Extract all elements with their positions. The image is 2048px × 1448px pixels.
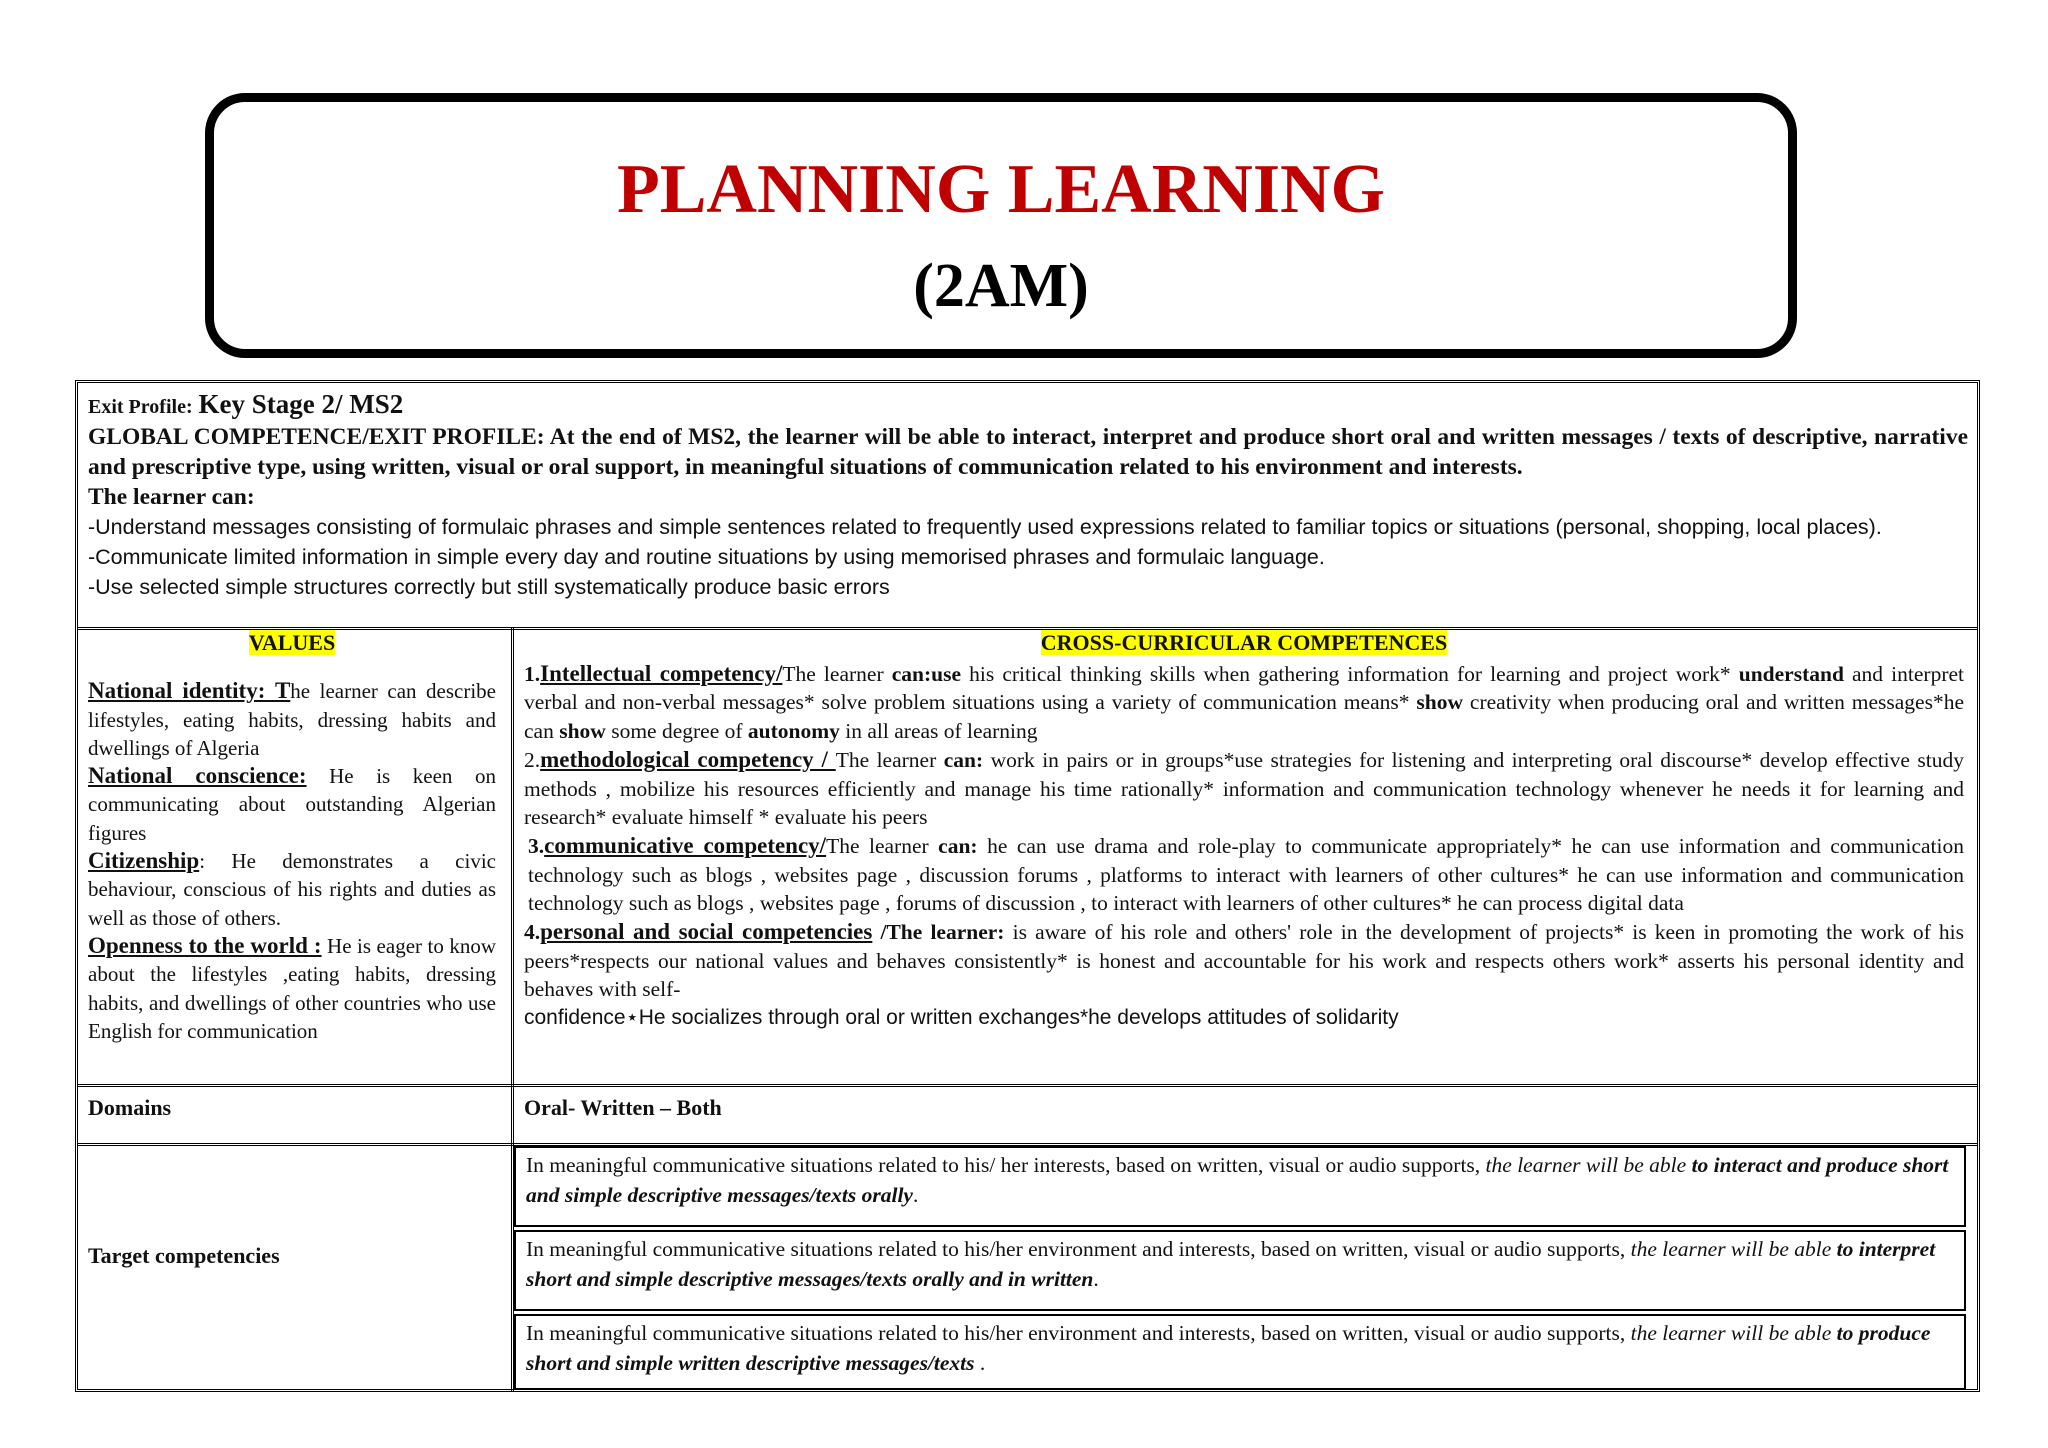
target-competency-item: In meaningful communicative situations related to his/her environment and interests, based on written, visual or audio supports, the learner will be able to interpret short and simple descriptive messages/texts orally and in written.: [514, 1230, 1966, 1311]
exit-item: -Communicate limited information in simple every day and routine situations by using memorised phrases and formulaic language.: [88, 545, 1325, 569]
target-competency-item: In meaningful communicative situations related to his/her environment and interests, based on written, visual or audio supports, the learner will be able to produce short and simple written descriptive messages/texts .: [514, 1314, 1966, 1390]
learner-can-label: The learner can:: [88, 484, 255, 510]
competency-personal-social: 4.personal and social competencies /The learner: is aware of his role and others' role in the development of projects* is keen in promoting the work of his peers*respects our national values and behaves consistently* is honest and accountable for his work and respects others work* asserts his personal identity and behaves with self-: [524, 919, 1964, 1002]
divider: [78, 1084, 1977, 1087]
target-competency-item: In meaningful communicative situations related to his/ her interests, based on written, visual or audio supports, the learner will be able to interact and produce short and simple descriptive messages/texts orally.: [514, 1146, 1966, 1227]
page-subtitle: (2AM): [913, 252, 1089, 320]
value-item: National identity: The learner can describe lifestyles, eating habits, dressing habits and dwellings of Algeria: [88, 678, 496, 760]
value-item: National conscience: He is keen on communicating about outstanding Algerian figures: [88, 763, 496, 845]
cross-heading: CROSS-CURRICULAR COMPETENCES: [1040, 630, 1448, 655]
values-heading: VALUES: [248, 630, 336, 655]
title-box: [205, 93, 1797, 358]
exit-profile-section: [88, 389, 1968, 602]
target-competencies-label: Target competencies: [88, 1243, 280, 1268]
cross-curricular-section: [524, 629, 1964, 1033]
competency-intellectual: 1.Intellectual competency/The learner can:use his critical thinking skills when gathering information for learning and project work* understand and interpret verbal and non-verbal messages* solve problem situations using a variety of communication means* show creativity when producing oral and written messages*he can show some degree of autonomy in all areas of learning: [524, 660, 1964, 744]
global-competence: GLOBAL COMPETENCE/EXIT PROFILE: At the end of MS2, the learner will be able to interact, interpret and produce short oral and written messages / texts of descriptive, narrative and prescriptive type, using written, visual or oral support, in meaningful situations of communication related to his environment and interests.: [88, 424, 1968, 480]
value-item: Openness to the world : He is eager to know about the lifestyles ,eating habits, dressing habits, and dwellings of other countries who use English for communication: [88, 932, 497, 1043]
planning-table: [75, 380, 1980, 1392]
key-stage: Key Stage 2/ MS2: [198, 389, 404, 419]
domains-label: Domains: [88, 1095, 172, 1120]
competency-methodological: 2.methodological competency / The learner can: work in pairs or in groups*use strategies for listening and interpreting oral discourse* develop effective study methods , mobilize his resources efficiently and manage his time rationally* information and communication technology whenever he needs it for learning and research* evaluate himself * evaluate his peers: [524, 746, 1964, 830]
exit-profile-label: Exit Profile:: [88, 396, 193, 418]
exit-item: -Use selected simple structures correctly but still systematically produce basic errors: [88, 575, 890, 599]
exit-item: -Understand messages consisting of formulaic phrases and simple sentences related to frequently used expressions related to familiar topics or situations (personal, shopping, local places).: [88, 515, 1882, 539]
values-section: [88, 629, 496, 1045]
value-item: Citizenship: He demonstrates a civic behaviour, conscious of his rights and duties as well as those of others.: [88, 848, 496, 930]
page-title: PLANNING LEARNING: [616, 151, 1386, 228]
competency-personal-social-cont: confidence⋆He socializes through oral or written exchanges*he develops attitudes of solidarity: [524, 1006, 1399, 1030]
competency-communicative: 3.communicative competency/The learner can: he can use drama and role-play to communicate appropriately* he can use information and communication technology such as blogs , websites page , discussion forums , platforms to interact with learners of other cultures* he can use information and communication technology such as blogs , websites page , forums of discussion , to interact with learners of other cultures* he can process digital data: [528, 832, 1964, 916]
domains-value: Oral- Written – Both: [524, 1095, 722, 1120]
